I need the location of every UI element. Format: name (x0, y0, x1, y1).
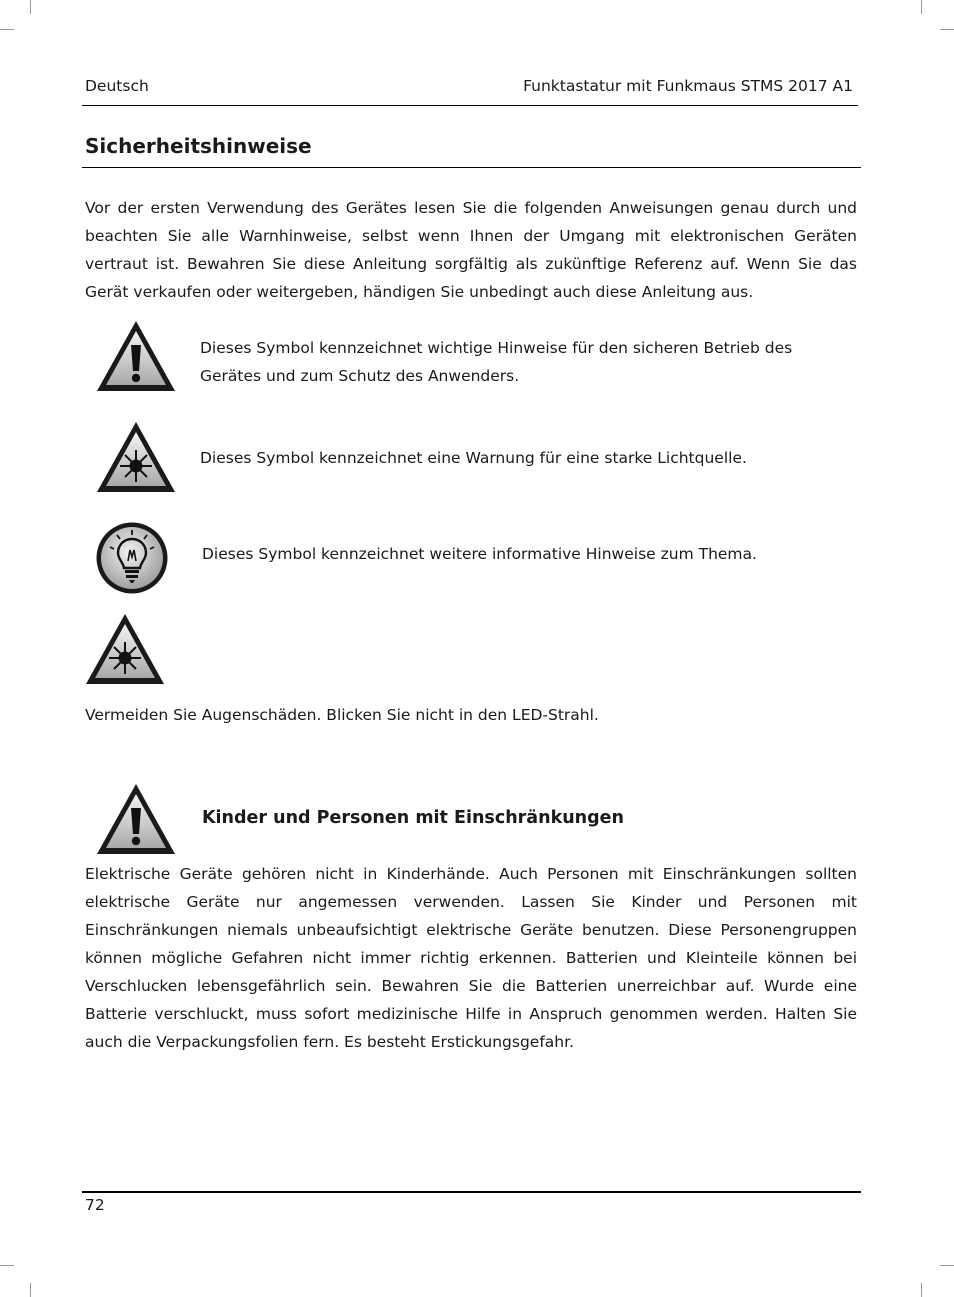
children-paragraph: Elektrische Geräte gehören nicht in Kinderhände. Auch Personen mit Einschränkungen sollten elektrische Geräte nur angemessen verwenden. Lassen Sie Kinder und Personen mit Einschränkungen niemals unbeaufsichtigt elektrische Geräte benutzen. Diese Personengruppen können mögliche Gefahren nicht immer richtig erkennen. Batterien und Kleinteile können bei Verschlucken lebensgefährlich sein. Bewahren Sie die Batterien unerreichbar auf. Wurde eine Batterie verschluckt, muss sofort medizinische Hilfe in Anspruch genommen werden. Halten Sie auch die Verpackungsfolien fern. Es besteht Erstickungsgefahr. (85, 865, 857, 1051)
warning-exclamation-icon (94, 318, 178, 394)
crop-mark (0, 29, 14, 30)
symbol-1-line-1: Dieses Symbol kennzeichnet wichtige Hinweise für den sicheren Betrieb des (200, 339, 793, 357)
symbol-3-text: Dieses Symbol kennzeichnet weitere informative Hinweise zum Thema. (202, 545, 757, 563)
crop-mark (30, 0, 31, 14)
light-source-warning-icon (83, 612, 167, 686)
crop-mark (921, 0, 922, 14)
title-divider (82, 167, 861, 168)
symbol-1-line-2: Gerätes und zum Schutz des Anwenders. (200, 367, 520, 385)
led-warning-text: Vermeiden Sie Augenschäden. Blicken Sie nicht in den LED-Strahl. (85, 706, 599, 724)
intro-paragraph: Vor der ersten Verwendung des Gerätes lesen Sie die folgenden Anweisungen genau durch und beachten Sie alle Warnhinweise, selbst wenn Ihnen der Umgang mit elektronischen Geräten vertraut ist. Bewahren Sie diese Anleitung sorgfältig als zukünftige Referenz auf. Wenn Sie das Gerät verkaufen oder weitergeben, händigen Sie unbedingt auch diese Anleitung aus. (85, 199, 857, 301)
children-section-title: Kinder und Personen mit Einschränkungen (202, 808, 624, 828)
light-source-warning-icon (94, 420, 178, 494)
footer-divider (82, 1191, 861, 1193)
symbol-2-text: Dieses Symbol kennzeichnet eine Warnung für eine starke Lichtquelle. (200, 449, 747, 467)
crop-mark (940, 29, 954, 30)
page-number: 72 (85, 1196, 105, 1214)
lightbulb-info-icon (95, 521, 169, 595)
header-product: Funktastatur mit Funkmaus STMS 2017 A1 (523, 77, 853, 95)
header-language: Deutsch (85, 77, 149, 95)
crop-mark (921, 1283, 922, 1297)
header-divider (82, 105, 858, 106)
page-title: Sicherheitshinweise (85, 134, 312, 158)
crop-mark (0, 1265, 14, 1266)
crop-mark (940, 1265, 954, 1266)
warning-exclamation-icon (94, 781, 178, 857)
crop-mark (30, 1283, 31, 1297)
